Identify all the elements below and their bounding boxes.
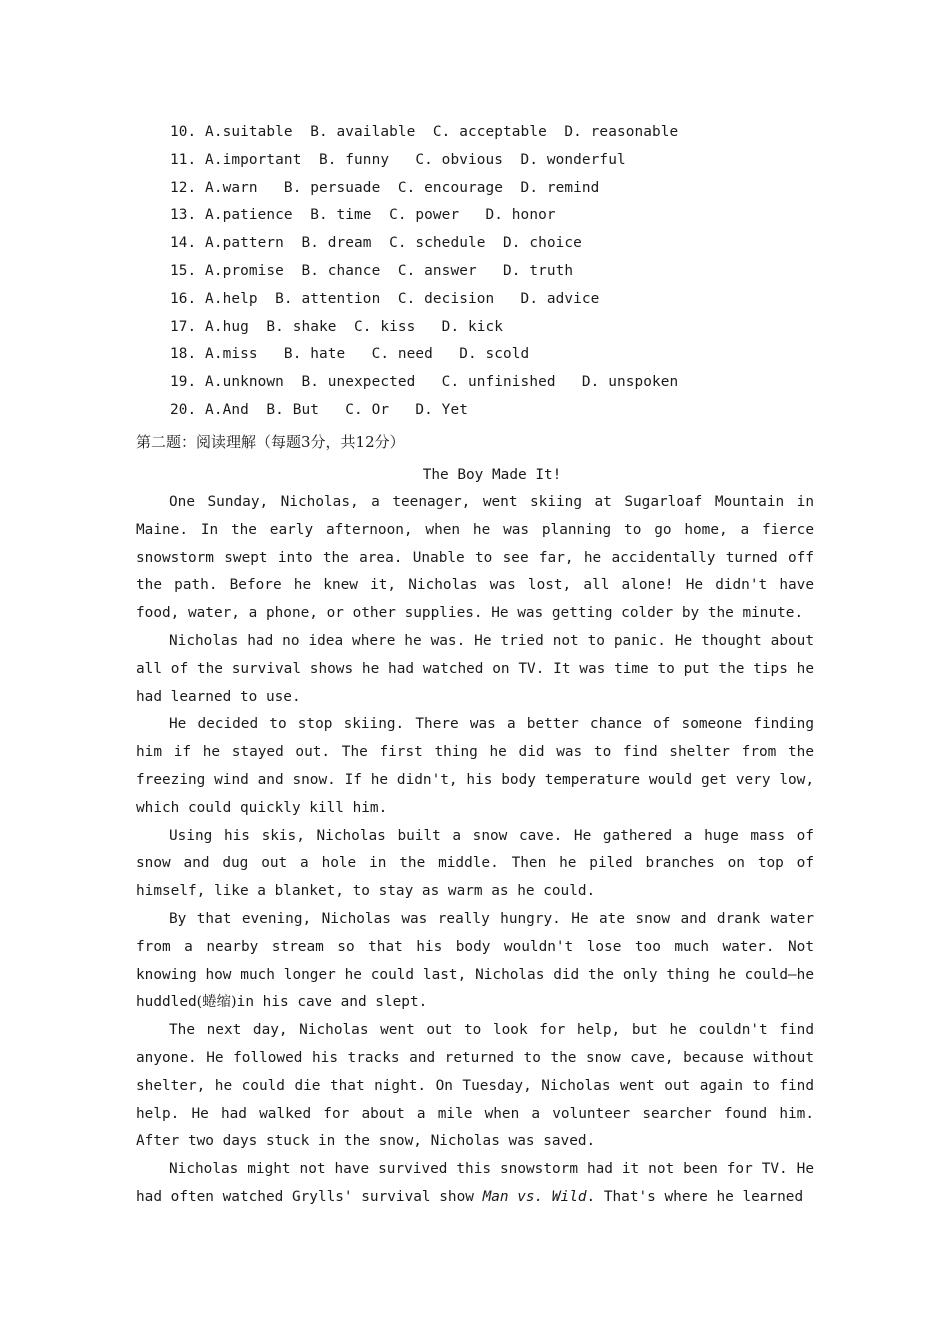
- answer-options-list: [170, 119, 678, 425]
- option-line-14: 14. A.pattern B. dream C. schedule D. choice: [170, 235, 582, 252]
- paragraph-5: [136, 906, 814, 1017]
- article-body: [136, 489, 814, 1212]
- option-line-10: 10. A.suitable B. available C. acceptable D. reasonable: [170, 124, 679, 140]
- paragraph-6: The next day, Nicholas went out to look for help, but he couldn't find anyone. He followed his tracks and returned to the snow cave, because without shelter, he could die that night. On Tuesday, Nicholas went out again to find help. He had walked for about a mile when a volunteer searcher found him. After two days stuck in the snow, Nicholas was saved.: [136, 1022, 814, 1150]
- option-line-18: 18. A.miss B. hate C. need D. scold: [170, 346, 530, 363]
- paragraph-7-text-end: . That's where he learned: [586, 1188, 804, 1205]
- paragraph-3: He decided to stop skiing. There was a better chance of someone finding him if he stayed out. The first thing he did was to find shelter from the freezing wind and snow. If he didn't, his body temperature would get very low, which could quickly kill him.: [136, 716, 814, 816]
- option-line-13: 13. A.patience B. time C. power D. honor: [170, 207, 556, 224]
- paragraph-4: Using his skis, Nicholas built a snow cave. He gathered a huge mass of snow and dug out a hole in the middle. Then he piled branches on top of himself, like a blanket, to stay as warm as he could.: [136, 827, 814, 900]
- paragraph-1: One Sunday, Nicholas, a teenager, went skiing at Sugarloaf Mountain in Maine. In the early afternoon, when he was planning to go home, a fierce snowstorm swept into the area. Unable to see far, he accidentally turned off the path. Before he knew it, Nicholas was lost, all alone! He didn't have food, water, a phone, or other supplies. He was getting colder by the minute.: [136, 494, 814, 622]
- article-title: The Boy Made It!: [422, 467, 562, 483]
- paragraph-5-text-end: in his cave and slept.: [236, 994, 428, 1011]
- gloss-annotation: (蜷缩): [196, 994, 237, 1011]
- option-line-12: 12. A.warn B. persuade C. encourage D. remind: [170, 179, 600, 196]
- paragraph-7-text: Nicholas might not have survived this snowstorm had it not been for TV. He had often watched Grylls' survival show: [136, 1161, 814, 1205]
- option-line-20: 20. A.And B. But C. Or D. Yet: [170, 401, 468, 418]
- section-heading: 第二题：阅读理解（每题3分，共12分）: [136, 433, 405, 451]
- option-line-11: 11. A.important B. funny C. obvious D. wonderful: [170, 151, 626, 168]
- paragraph-5-text: By that evening, Nicholas was really hungry. He ate snow and drank water from a nearby stream so that his body wouldn't lose too much water. Not knowing how much longer he could last, Nicholas did the only thing he could—he huddled: [136, 910, 814, 1011]
- option-line-15: 15. A.promise B. chance C. answer D. truth: [170, 262, 574, 279]
- paragraph-2: Nicholas had no idea where he was. He tried not to panic. He thought about all of the survival shows he had watched on TV. It was time to put the tips he had learned to use.: [136, 632, 814, 705]
- option-line-19: 19. A.unknown B. unexpected C. unfinished D. unspoken: [170, 374, 679, 391]
- paragraph-7: [136, 1156, 814, 1212]
- option-line-16: 16. A.help B. attention C. decision D. advice: [170, 290, 600, 307]
- show-title: Man vs. Wild: [482, 1188, 587, 1205]
- option-line-17: 17. A.hug B. shake C. kiss D. kick: [170, 318, 504, 335]
